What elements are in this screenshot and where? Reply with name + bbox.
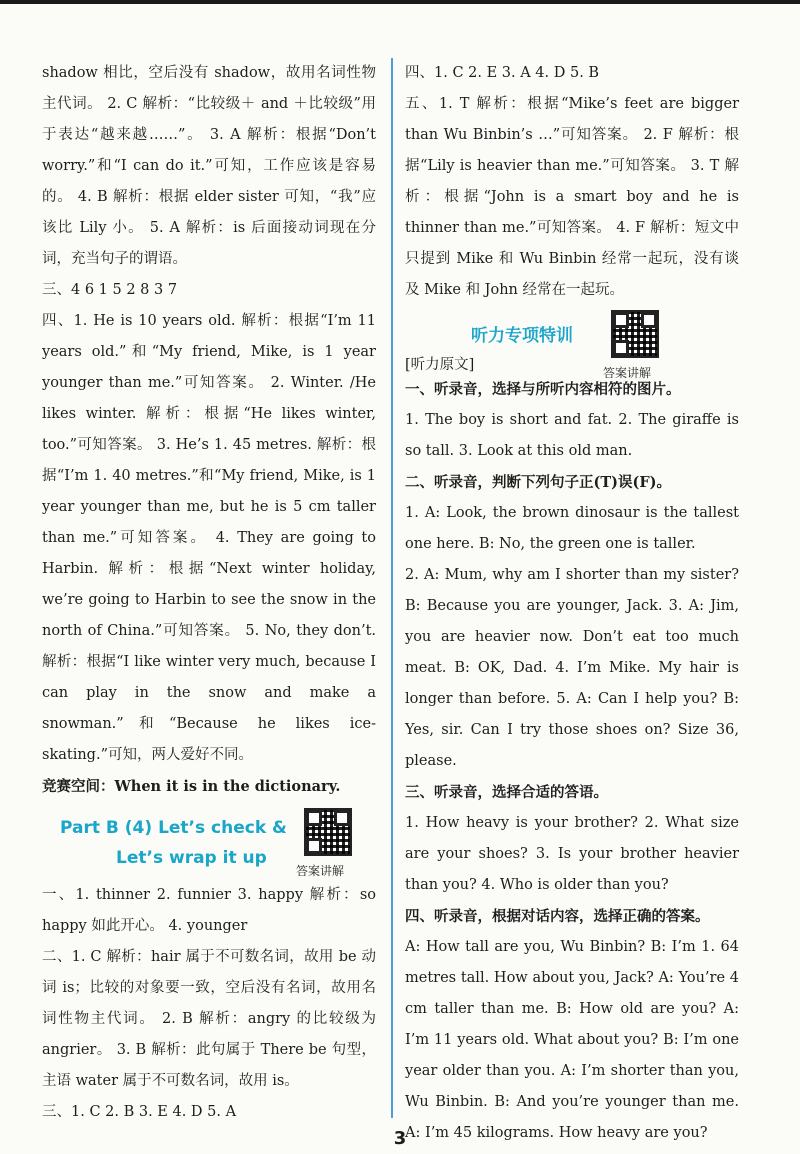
section-heading-part-b (42, 806, 376, 878)
section-title-listening: 听力专项特训 (471, 326, 573, 346)
answer-paragraph: 三、1. C 2. B 3. E 4. D 5. A (42, 1104, 237, 1120)
answer-paragraph: 五、1. T 解析：根据“Mike’s feet are bigger than Wu Binbin’s …”可知答案。 2. F 解析：根据“Lily is heavier than me.”可知答案。 3. T 解析：根据“John is a smart boy and he is thinner than me.”可知答案。 4. F 解析：短文中只提到 Mike 和 Wu Binbin 经常一起玩，没有谈及 Mike 和 John 经常在一起玩。 (405, 96, 739, 298)
column-divider (391, 58, 393, 1118)
page-number: 3 (393, 1128, 407, 1149)
answer-paragraph: 一、1. thinner 2. funnier 3. happy 解析：so happy 如此开心。 4. younger (42, 887, 376, 934)
transcript-paragraph: A: How tall are you, Wu Binbin? B: I’m 1. 64 metres tall. How about you, Jack? A: You’re 4 cm taller than me. B: How old are you? A: I’m 11 years old. What about you? B: I’m one year older than you. A: I’m shorter than you, Wu Binbin. B: And you’re younger than me. A: I’m 45 kilograms. How heavy are you? (405, 939, 739, 1141)
left-column (42, 58, 376, 1128)
qr-label: 答案讲解 (603, 366, 652, 380)
answer-paragraph: shadow 相比，空后没有 shadow，故用名词性物主代词。 2. C 解析：“比较级＋ and ＋比较级”用于表达“越来越……”。 3. A 解析：根据“Don’t worry.”和“I can do it.”可知，工作应该是容易的。 4. B 解析：根据 elder sister 可知，“我”应该比 Lily 小。 5. A 解析：is 后面接动词现在分词，充当句子的谓语。 (42, 65, 376, 267)
transcript-tag: [听力原文] (405, 357, 475, 373)
section-heading-listening (405, 310, 739, 380)
qr-label: 答案讲解 (296, 864, 345, 878)
answer-paragraph: 四、1. He is 10 years old. 解析：根据“I’m 11 years old.”和“My friend, Mike, is 1 year younger than me.”可知答案。 2. Winter. /He likes winter. 解析：根据“He likes winter, too.”可知答案。 3. He’s 1. 45 metres. 解析：根据“I’m 1. 40 metres.”和“My friend, Mike, is 1 year younger than me, but he is 5 cm taller than me.”可知答案。 4. They are going to Harbin. 解析：根据“Next winter holiday, we’re going to Harbin to see the snow in the north of China.”可知答案。 5. No, they don’t. 解析：根据“I like winter very much, because I can play in the snow and make a snowman.”和“Because he likes ice-skating.”可知，两人爱好不同。 (42, 313, 376, 763)
section-title-line-2: Let’s wrap it up (116, 848, 267, 868)
answer-paragraph: 三、4 6 1 5 2 8 3 7 (42, 282, 178, 298)
top-border (0, 0, 800, 4)
question-heading: 二、听录音，判断下列句子正(T)误(F)。 (405, 474, 672, 491)
transcript-paragraph: 1. A: Look, the brown dinosaur is the tallest one here. B: No, the green one is taller. (405, 505, 739, 552)
answer-paragraph: 二、1. C 解析：hair 属于不可数名词，故用 be 动词 is；比较的对象要一致，空后没有名词，故用名词性物主代词。 2. B 解析：angry 的比较级为 angrier。 3. B 解析：此句属于 There be 句型，主语 water 属于不可数名词，故用 is。 (42, 949, 376, 1089)
competition-space-line: 竞赛空间：When it is in the dictionary. (42, 778, 341, 795)
section-title-line-1: Part B (4) Let’s check & (60, 818, 287, 838)
transcript-paragraph: 2. A: Mum, why am I shorter than my sister? B: Because you are younger, Jack. 3. A: Jim, you are heavier now. Don’t eat too much meat. B: OK, Dad. 4. I’m Mike. My hair is longer than before. 5. A: Can I help you? B: Yes, sir. Can I try those shoes on? Size 36, please. (405, 567, 739, 769)
right-column (405, 58, 739, 1149)
question-heading: 四、听录音，根据对话内容，选择正确的答案。 (405, 908, 710, 925)
answer-paragraph: 四、1. C 2. E 3. A 4. D 5. B (405, 65, 600, 81)
qr-code-icon (304, 808, 352, 856)
question-heading: 一、听录音，选择与所听内容相符的图片。 (405, 381, 681, 398)
transcript-paragraph: 1. The boy is short and fat. 2. The giraffe is so tall. 3. Look at this old man. (405, 412, 739, 459)
question-heading: 三、听录音，选择合适的答语。 (405, 784, 608, 801)
qr-code-icon (611, 310, 659, 358)
transcript-paragraph: 1. How heavy is your brother? 2. What size are your shoes? 3. Is your brother heavier than you? 4. Who is older than you? (405, 815, 739, 893)
